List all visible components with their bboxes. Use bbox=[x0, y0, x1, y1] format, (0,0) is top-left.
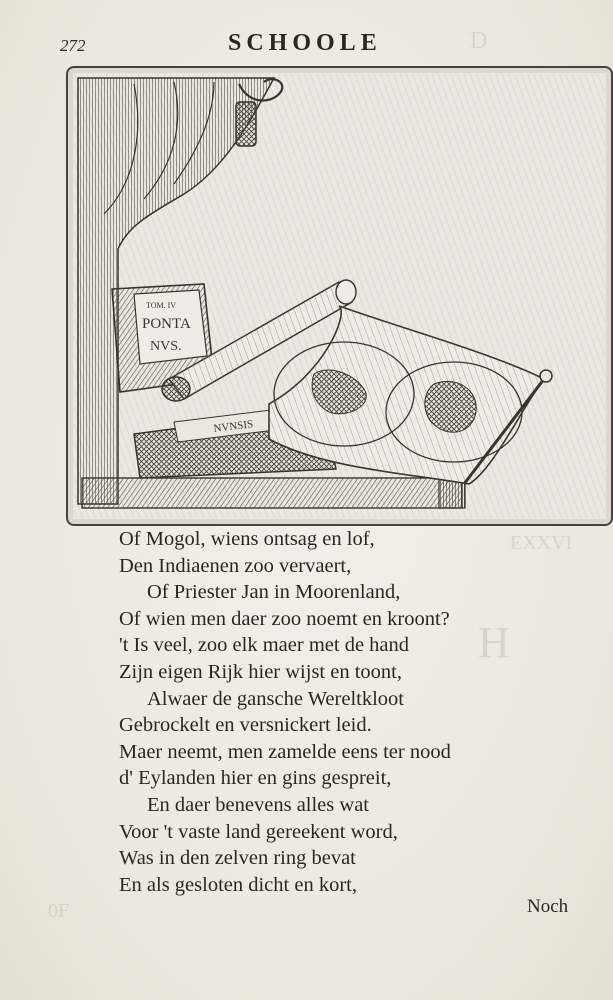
verse-line: Zijn eigen Rijk hier wijst en toont, bbox=[119, 660, 402, 683]
verse-line: Voor 't vaste land gereekent word, bbox=[119, 820, 398, 843]
book-label-line-2: PONTA bbox=[142, 316, 191, 332]
book-label-line-1: TOM. IV bbox=[146, 301, 177, 310]
verse-line: En als gesloten dicht en kort, bbox=[119, 873, 357, 896]
verse-line: d' Eylanden hier en gins gespreit, bbox=[119, 767, 392, 790]
book-label-line-3: NVS. bbox=[150, 339, 182, 354]
verse-line: Gebrockelt en versnickert leid. bbox=[119, 714, 372, 737]
verse-line: Alwaer de gansche Wereltkloot bbox=[147, 687, 404, 710]
verse-line: Was in den zelven ring bevat bbox=[119, 847, 356, 870]
page-number: 272 bbox=[60, 36, 86, 55]
catchword: Noch bbox=[527, 896, 569, 917]
show-through-catchword: 0F bbox=[48, 900, 70, 922]
show-through-heading: D bbox=[470, 28, 493, 54]
verse-lines bbox=[119, 526, 451, 898]
verse-line: Of wien men daer zoo noemt en kroont? bbox=[119, 607, 450, 630]
engraving-illustration bbox=[74, 74, 605, 518]
verse-line: Of Priester Jan in Moorenland, bbox=[147, 581, 401, 604]
verse-line: Den Indiaenen zoo vervaert, bbox=[119, 554, 352, 577]
verse-line: Of Mogol, wiens ontsag en lof, bbox=[119, 528, 375, 550]
verse-line: 't Is veel, zoo elk maer met de hand bbox=[119, 634, 410, 657]
engraving-plate bbox=[66, 66, 613, 526]
show-through-initial: H bbox=[478, 618, 510, 667]
running-head: SCHOOLE bbox=[228, 30, 382, 56]
verse-line: En daer benevens alles wat bbox=[147, 793, 369, 816]
verse-line: Maer neemt, men zamelde eens ter nood bbox=[119, 740, 451, 763]
book-spine-text: NVNSIS bbox=[212, 418, 254, 435]
show-through-text: EXXVI bbox=[510, 532, 573, 554]
